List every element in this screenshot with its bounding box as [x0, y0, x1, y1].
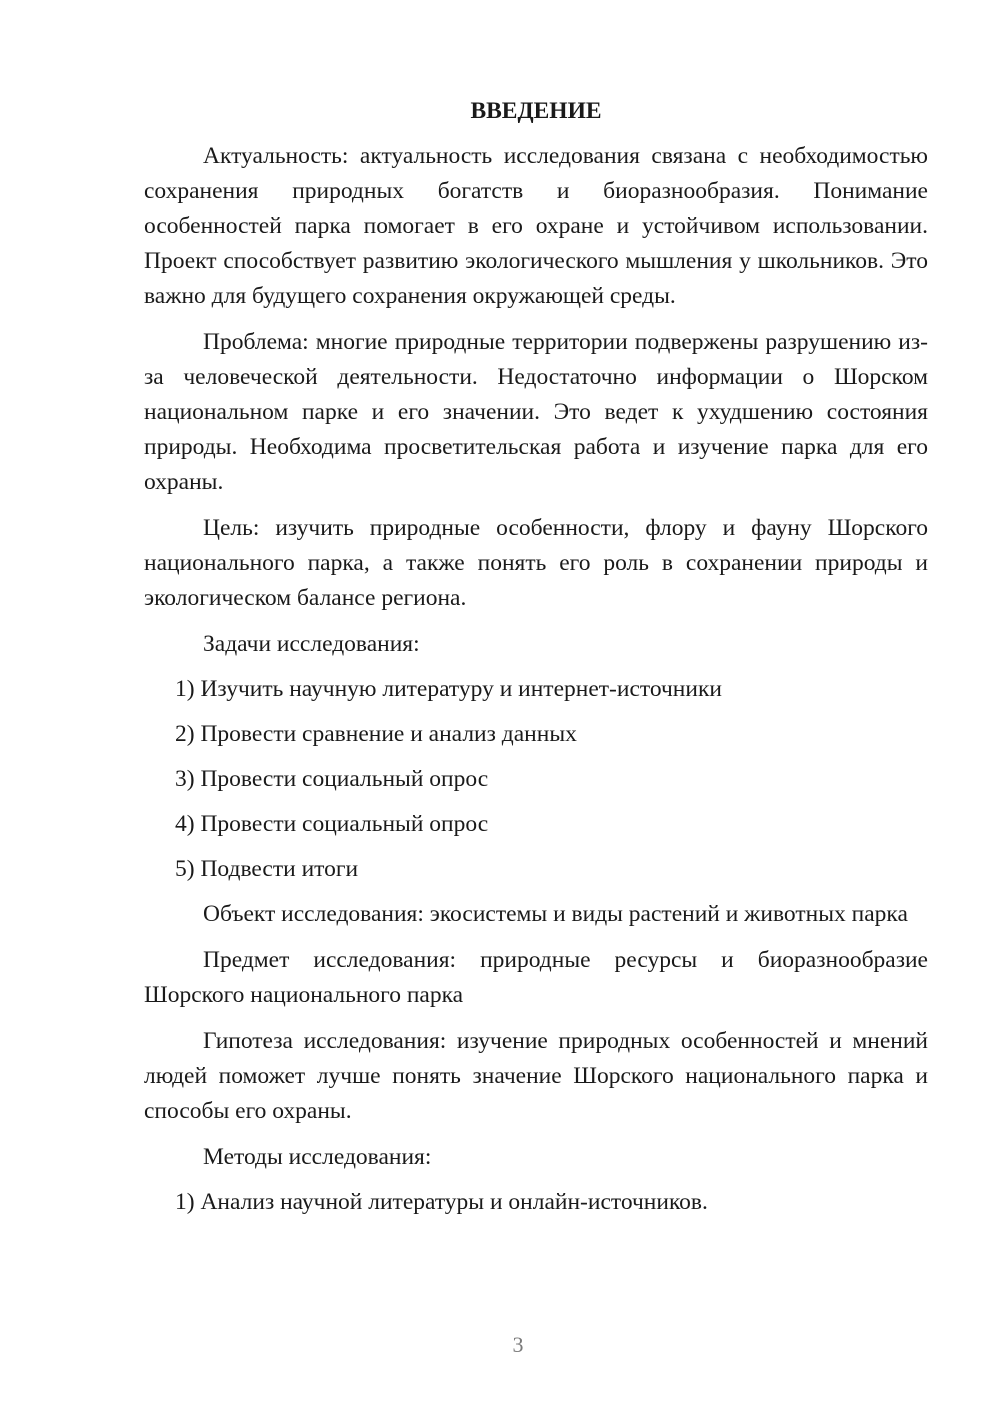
task-item: 2) Провести сравнение и анализ данных — [175, 721, 577, 747]
task-item: 4) Провести социальный опрос — [175, 811, 489, 837]
paragraph-relevance: Актуальность: актуальность исследования связана с необходимостью сохранения природных богатств и биоразнообразия. Понимание особенностей парка помогает в его охране и устойчивом использовании. Проект способствует развитию экологического мышления у школьников. Это важно для будущего сохранения окружающей среды. — [144, 143, 928, 309]
paragraph-hypothesis: Гипотеза исследования: изучение природных особенностей и мнений людей поможет лучше понять значение Шорского национального парка и способы его охраны. — [144, 1028, 928, 1124]
tasks-heading: Задачи исследования: — [203, 631, 420, 657]
page-title: ВВЕДЕНИЕ — [470, 98, 602, 124]
method-item: 1) Анализ научной литературы и онлайн-источников. — [175, 1189, 708, 1215]
paragraph-problem: Проблема: многие природные территории подвержены разрушению из-за человеческой деятельности. Недостаточно информации о Шорском национальном парке и его значении. Это ведет к ухудшению состояния природы. Необходима просветительская работа и изучение парка для его охраны. — [144, 329, 928, 495]
task-item: 3) Провести социальный опрос — [175, 766, 489, 792]
document-body — [144, 94, 928, 1230]
methods-heading: Методы исследования: — [203, 1144, 432, 1170]
task-item: 5) Подвести итоги — [175, 856, 359, 882]
page-number-label: 3 — [512, 1332, 524, 1357]
page-number — [36, 1332, 1000, 1358]
paragraph-goal: Цель: изучить природные особенности, флору и фауну Шорского национального парка, а также понять его роль в сохранении природы и экологическом балансе региона. — [144, 515, 928, 611]
task-item: 1) Изучить научную литературу и интернет-источники — [175, 676, 722, 702]
paragraph-subject: Предмет исследования: природные ресурсы и биоразнообразие Шорского национального парка — [144, 947, 928, 1008]
paragraph-object: Объект исследования: экосистемы и виды растений и животных парка — [203, 901, 908, 927]
